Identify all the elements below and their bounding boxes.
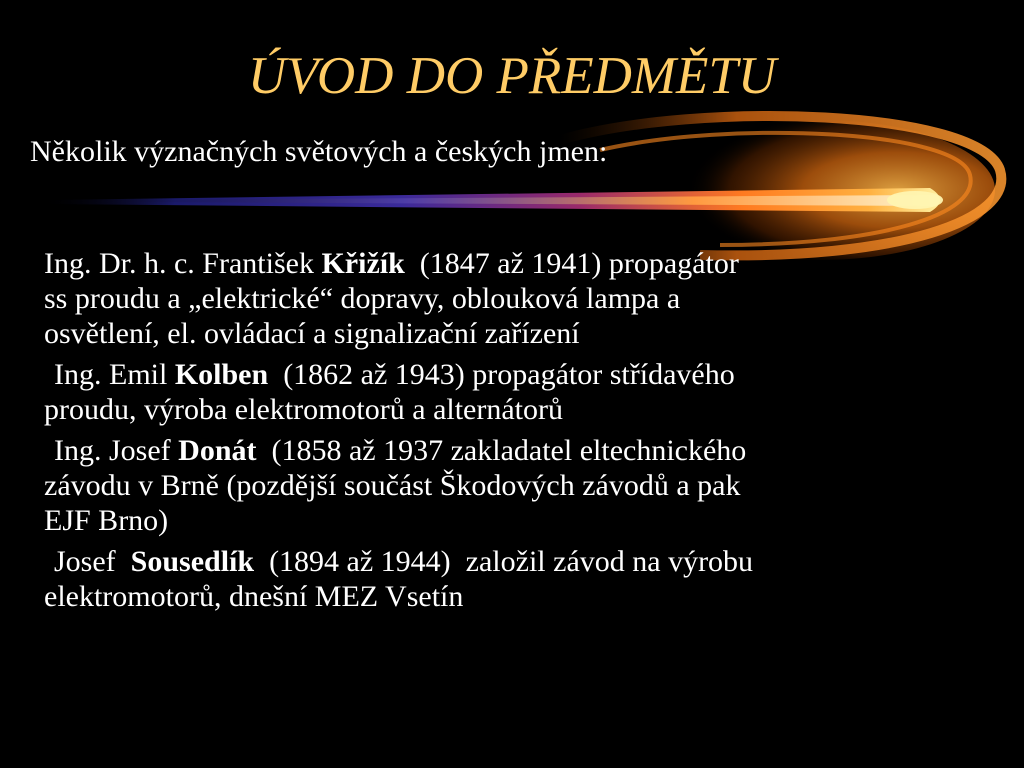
person-name: Kolben xyxy=(174,358,269,391)
person-name: Donát xyxy=(178,434,257,467)
entry-text: (1858 až 1937 zakladatel eltechnického xyxy=(256,434,747,467)
entry-line: EJF Brno) xyxy=(44,504,169,537)
entry-line: proudu, výroba elektromotorů a alternátorů xyxy=(44,393,563,426)
list-item xyxy=(44,246,994,351)
entry-line xyxy=(44,357,994,392)
slide-body xyxy=(44,246,994,620)
slide-title: ÚVOD DO PŘEDMĚTU xyxy=(247,47,777,105)
entry-text: (1847 až 1941) propagátor xyxy=(404,247,739,280)
entry-text: Josef xyxy=(54,545,131,578)
entry-line: osvětlení, el. ovládací a signalizační zařízení xyxy=(44,317,580,350)
entry-text: (1862 až 1943) propagátor střídavého xyxy=(268,358,735,391)
list-item xyxy=(44,433,994,538)
entry-line xyxy=(44,433,994,468)
entry-text: Ing. Dr. h. c. František xyxy=(44,247,322,280)
entry-line: elektromotorů, dnešní MEZ Vsetín xyxy=(44,580,464,613)
entry-text: Ing. Josef xyxy=(54,434,179,467)
list-item xyxy=(44,544,994,614)
list-item xyxy=(44,357,994,427)
entry-line xyxy=(44,246,994,281)
entry-line: ss proudu a „elektrické“ dopravy, oblouková lampa a xyxy=(44,282,681,315)
person-name: Sousedlík xyxy=(130,545,255,578)
slide-subtitle: Několik význačných světových a českých jmen: xyxy=(30,135,608,168)
entry-text: Ing. Emil xyxy=(54,358,175,391)
person-name: Křižík xyxy=(321,247,405,280)
entry-line: závodu v Brně (pozdější součást Škodových závodů a pak xyxy=(44,469,741,502)
entry-line xyxy=(44,544,994,579)
entry-text: (1894 až 1944) založil závod na výrobu xyxy=(254,545,754,578)
